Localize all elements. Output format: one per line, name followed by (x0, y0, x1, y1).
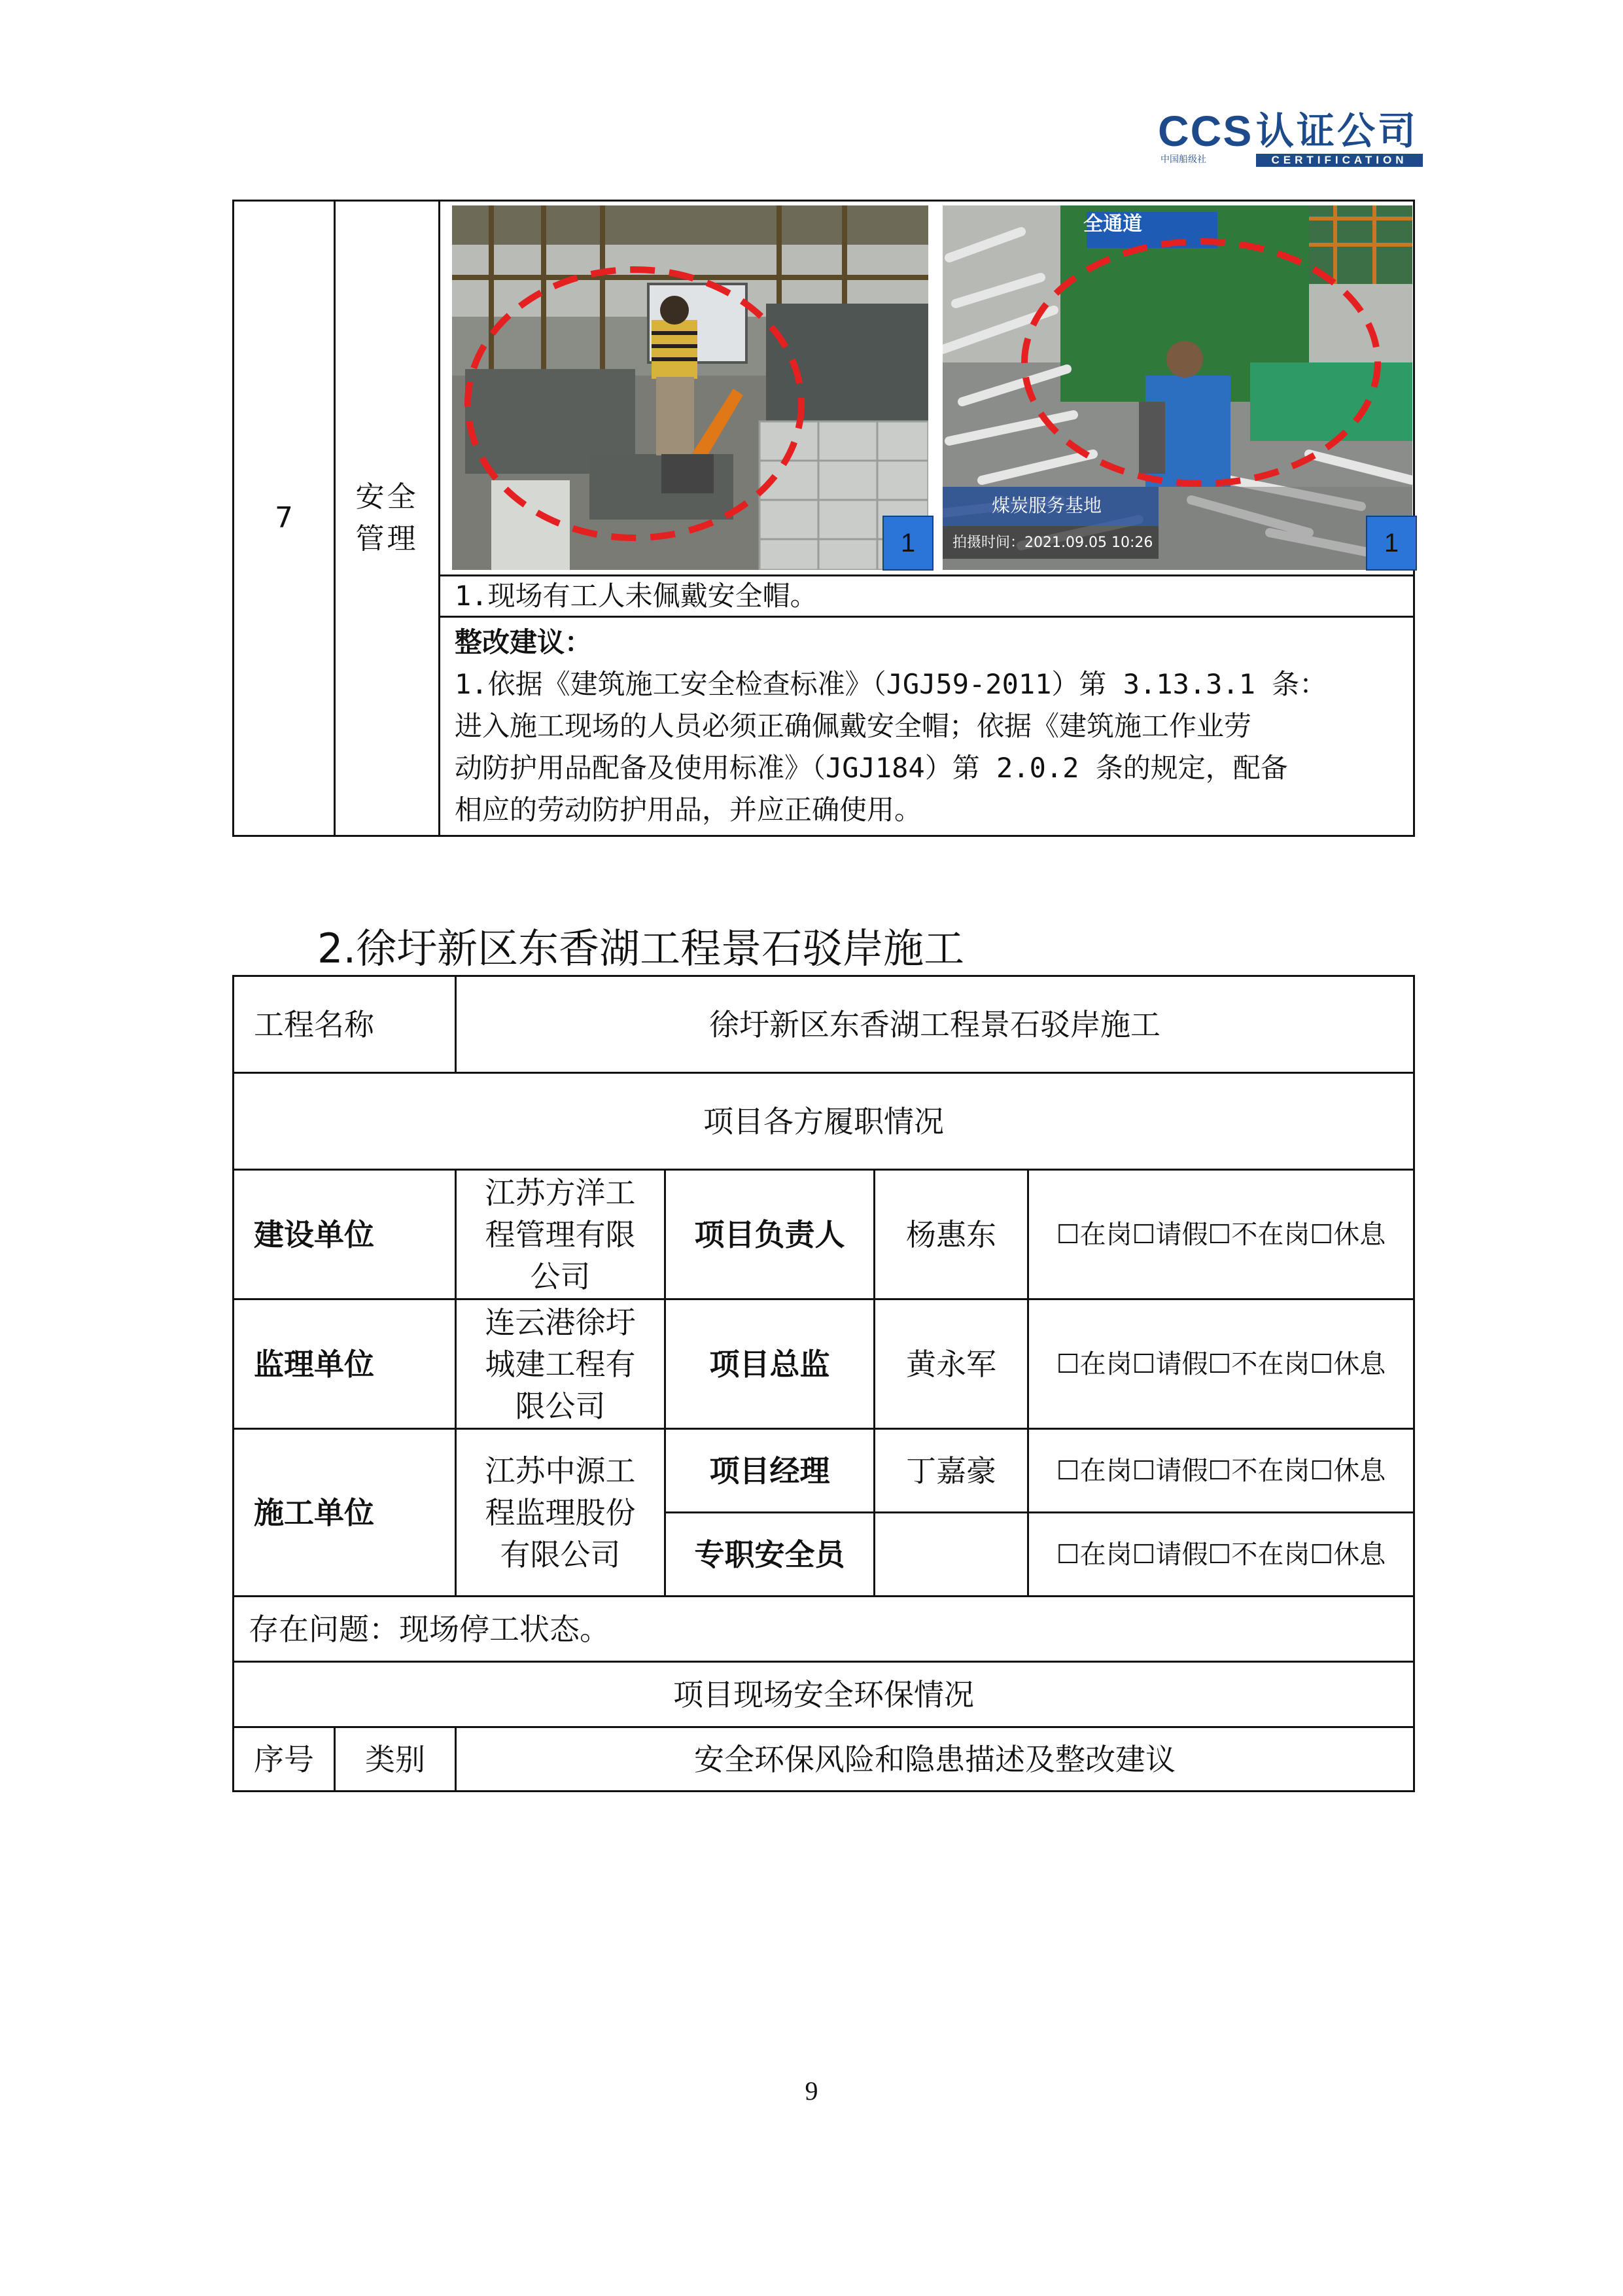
unit-line: 城建工程有 (485, 1346, 636, 1382)
attendance-status: ☐在岗☐请假☐不在岗☐休息 (1028, 1299, 1414, 1429)
photo-cell (440, 201, 1414, 576)
role-label: 项目经理 (665, 1429, 875, 1513)
role-label: 项目总监 (665, 1299, 875, 1429)
site-photo-1 (452, 205, 928, 570)
suggestion-line: 动防护用品配备及使用标准》（JGJ184）第 2.0.2 条的规定，配备 (455, 752, 1288, 784)
column-header-no: 序号 (234, 1727, 335, 1792)
column-header-category: 类别 (335, 1727, 456, 1792)
duty-title: 项目各方履职情况 (234, 1073, 1414, 1170)
unit-line: 江苏方洋工 (485, 1174, 636, 1210)
unit-line: 程监理股份 (485, 1494, 636, 1530)
suggestion-line: 1.依据《建筑施工安全检查标准》（JGJ59-2011）第 3.13.3.1 条： (455, 668, 1327, 700)
person-name: 杨惠东 (875, 1170, 1028, 1299)
logo-name: 认证公司 (1256, 109, 1419, 153)
unit-line: 连云港徐圩 (485, 1304, 636, 1340)
column-header-description: 安全环保风险和隐患描述及整改建议 (456, 1727, 1414, 1792)
section-title: 2.徐圩新区东香湖工程景石驳岸施工 (317, 925, 965, 972)
photo-2-caption-time: 拍摄时间：2021.09.05 10:26 (952, 535, 1153, 551)
unit-line: 江苏中源工 (485, 1453, 636, 1489)
construction-unit-label: 建设单位 (234, 1170, 456, 1299)
unit-line: 有限公司 (500, 1536, 621, 1572)
person-name: 丁嘉豪 (875, 1429, 1028, 1513)
photo-2-caption-base: 煤炭服务基地 (992, 495, 1102, 516)
problem-text: 存在问题：现场停工状态。 (234, 1597, 1414, 1662)
role-label: 项目负责人 (665, 1170, 875, 1299)
site-photo-2 (943, 205, 1412, 570)
issue-text: 1.现场有工人未佩戴安全帽。 (440, 576, 1414, 617)
logo-sub: 中国船级社 (1161, 154, 1206, 165)
project-name-value: 徐圩新区东香湖工程景石驳岸施工 (456, 976, 1414, 1073)
suggestion-cell (440, 617, 1414, 836)
supervision-unit-name (456, 1299, 665, 1429)
photo-2-sign: 全通道 (1083, 213, 1142, 236)
attendance-status: ☐在岗☐请假☐不在岗☐休息 (1028, 1429, 1414, 1513)
safety-title: 项目现场安全环保情况 (234, 1662, 1414, 1727)
logo-ccs: CCS (1158, 107, 1253, 155)
supervision-unit-label: 监理单位 (234, 1299, 456, 1429)
hazard-table (232, 200, 1415, 837)
project-name-label: 工程名称 (234, 976, 456, 1073)
project-duty-table (232, 975, 1415, 1792)
contractor-unit-label: 施工单位 (234, 1429, 456, 1597)
person-name (875, 1513, 1028, 1597)
unit-line: 限公司 (515, 1388, 606, 1424)
unit-line: 公司 (530, 1258, 591, 1294)
contractor-unit-name (456, 1429, 665, 1597)
attendance-status: ☐在岗☐请假☐不在岗☐休息 (1028, 1170, 1414, 1299)
category-text: 安全管理 (355, 480, 419, 556)
unit-line: 程管理有限 (485, 1216, 636, 1252)
suggestion-title: 整改建议： (455, 626, 593, 658)
suggestion-line: 进入施工现场的人员必须正确佩戴安全帽；依据《建筑施工作业劳 (455, 710, 1252, 742)
attendance-status: ☐在岗☐请假☐不在岗☐休息 (1028, 1513, 1414, 1597)
company-logo (1158, 108, 1423, 168)
suggestion-line: 相应的劳动防护用品，并应正确使用。 (455, 794, 922, 826)
photo-2-badge: 1 (1366, 516, 1417, 571)
row-category (335, 201, 440, 836)
person-name: 黄永军 (875, 1299, 1028, 1429)
role-label: 专职安全员 (665, 1513, 875, 1597)
page-number: 9 (805, 2076, 818, 2106)
construction-unit-name (456, 1170, 665, 1299)
row-number: 7 (234, 201, 335, 836)
photo-1-badge: 1 (882, 516, 934, 571)
logo-cert: CERTIFICATION (1256, 154, 1423, 167)
